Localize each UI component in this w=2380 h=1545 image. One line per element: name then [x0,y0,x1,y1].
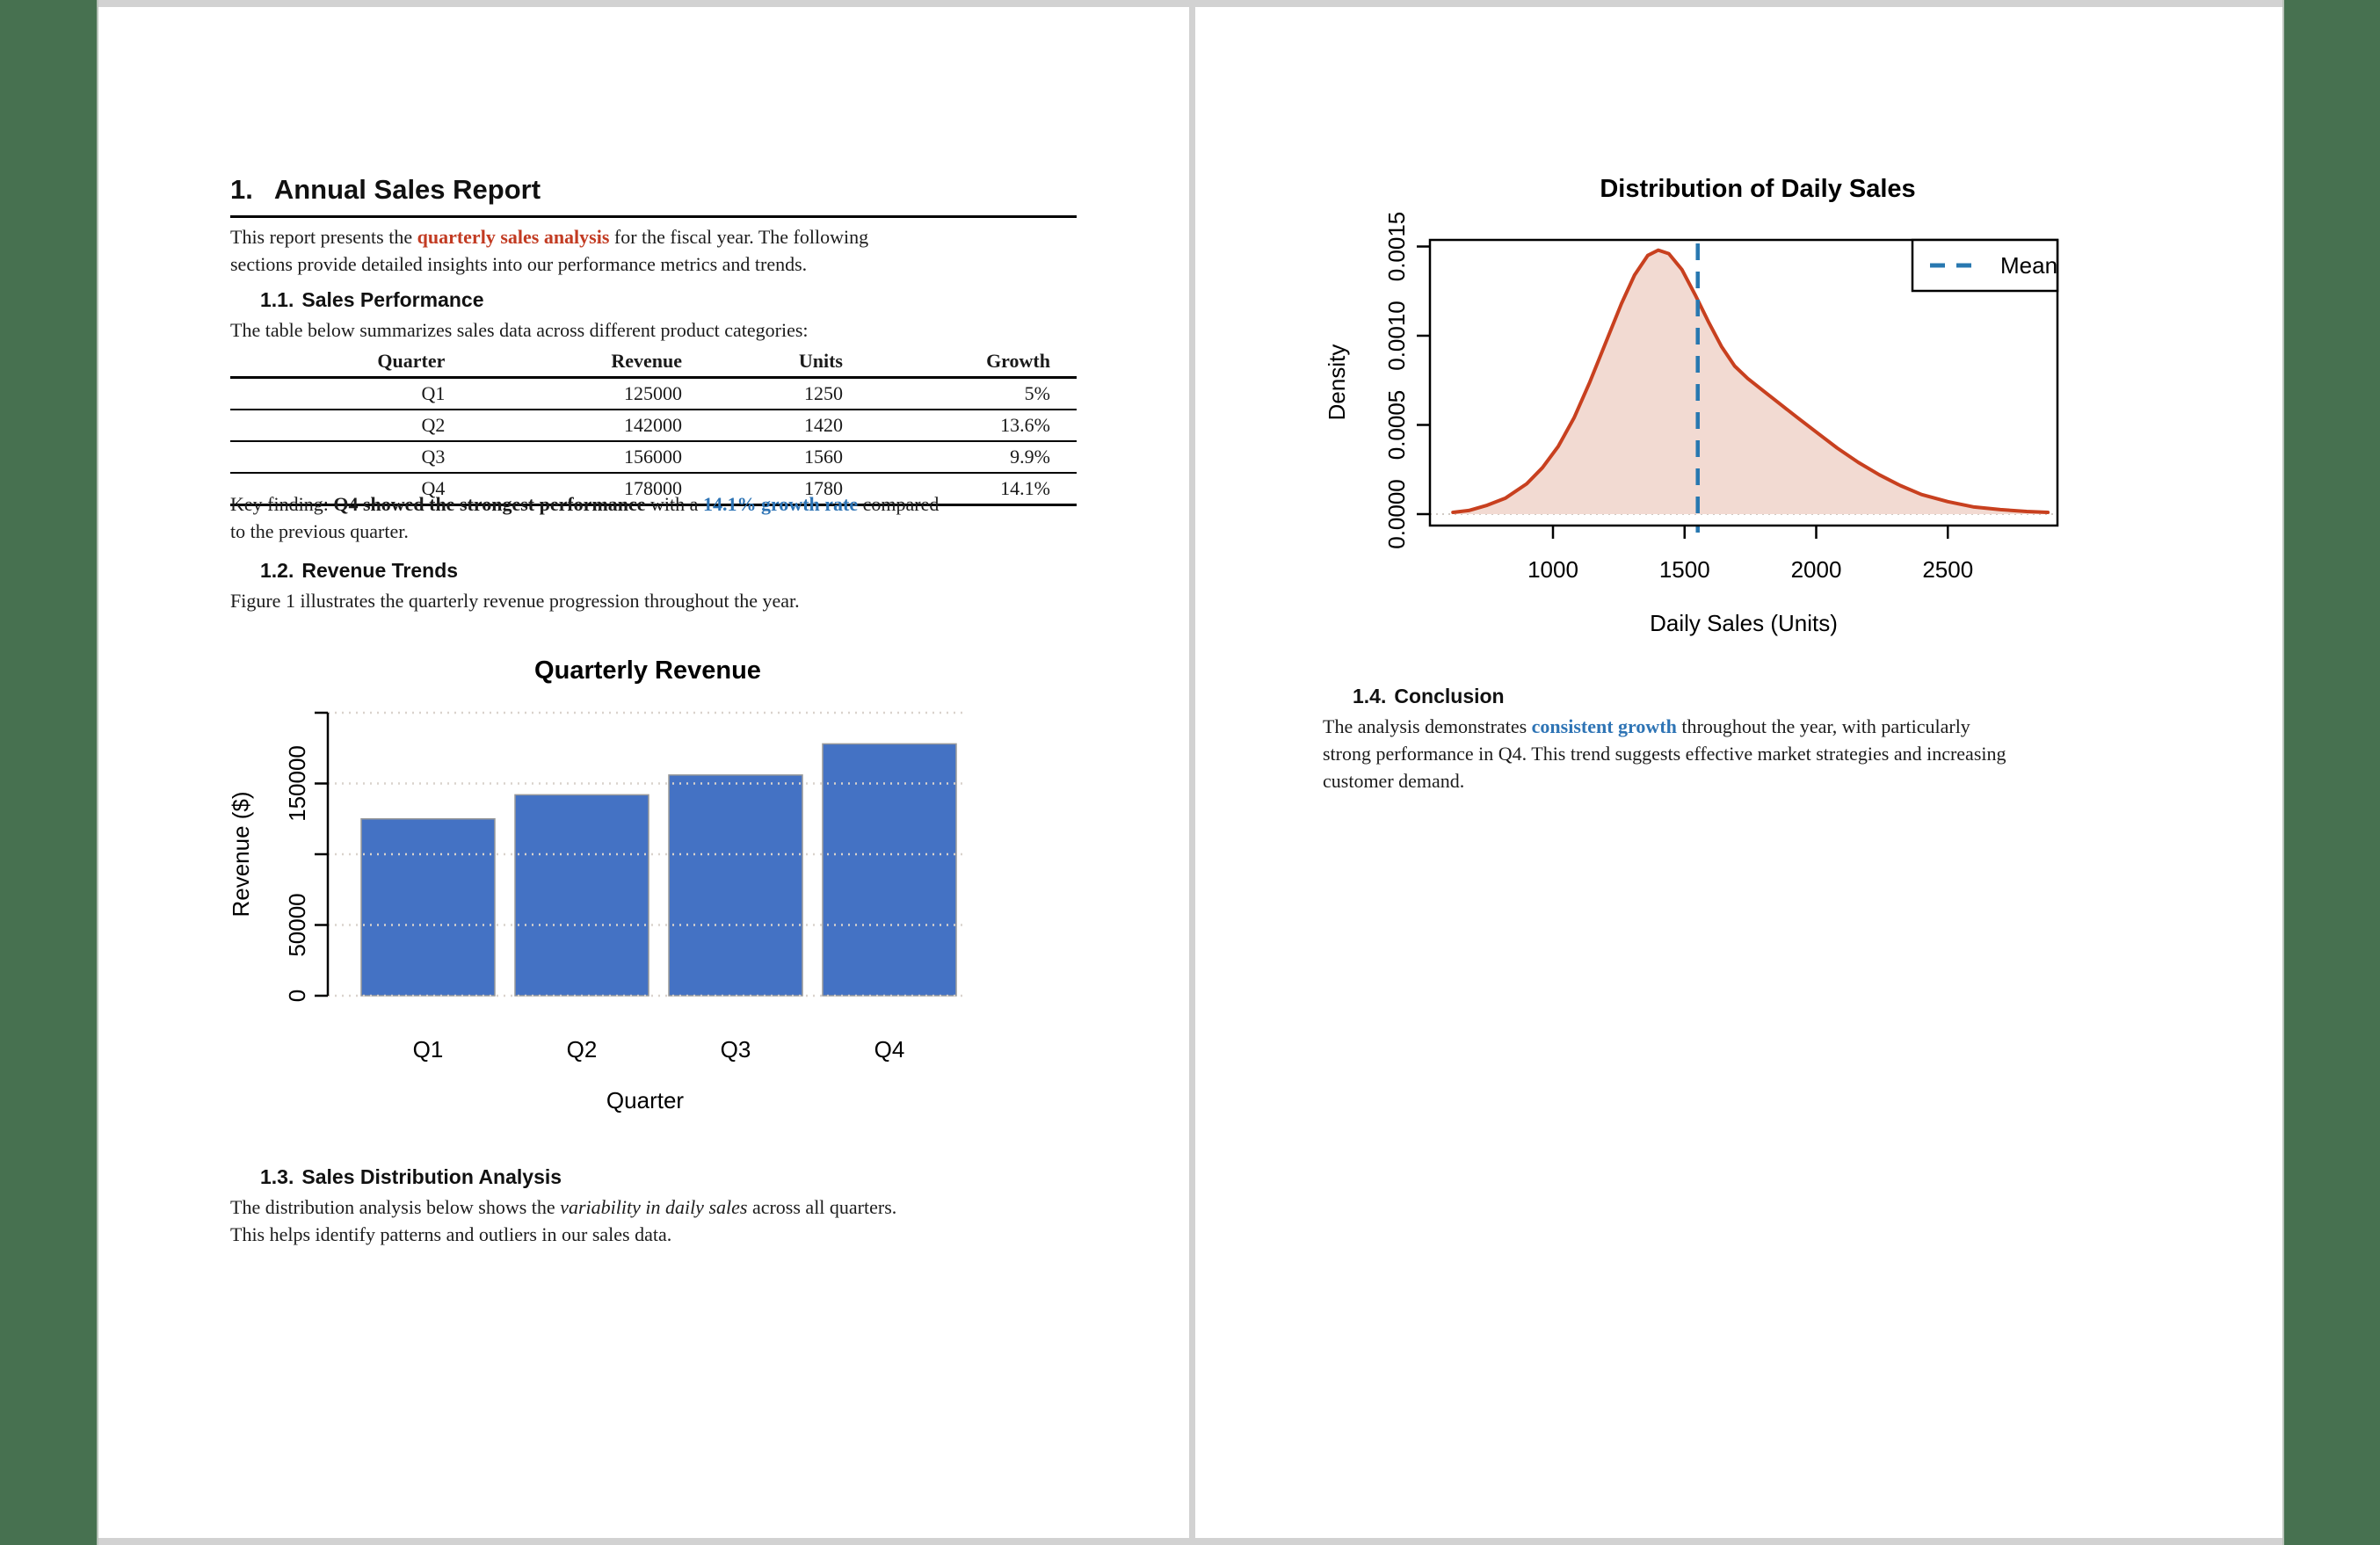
cell-revenue: 125000 [450,378,687,410]
text-segment: to the previous quarter. [230,520,409,542]
cell-quarter: Q4 [230,473,450,505]
y-tick-label: 0.0015 [1382,211,1410,282]
bar-Q4 [823,743,956,996]
text-segment: Q4 showed the strongest performance [333,493,646,515]
cell-revenue: 156000 [450,441,687,473]
quarterly-revenue-bar-chart [221,633,1012,1138]
section-1-3-number: 1.3. [260,1165,294,1188]
section-1-2-title: Revenue Trends [301,559,459,582]
text-segment: sections provide detailed insights into our performance metrics and trends. [230,253,808,275]
bars [361,743,956,996]
x-tick-label: 2500 [1922,556,1974,583]
x-category-label: Q2 [566,1036,598,1063]
text-segment: customer demand. [1323,770,1465,792]
report-title [230,174,541,206]
text-segment: This report presents the [230,226,417,248]
document-page-1 [98,7,1189,1538]
text-segment: The distribution analysis below shows the [230,1196,561,1218]
cell-growth: 9.9% [848,441,1077,473]
section-heading-1-4 [1353,685,1505,708]
cell-quarter: Q3 [230,441,450,473]
text-segment: 14.1% growth rate [702,493,859,515]
x-category-label: Q4 [874,1036,905,1063]
text-segment: consistent growth [1531,715,1677,737]
y-axis-title: Density [1324,344,1350,421]
report-title-text: Annual Sales Report [273,174,541,205]
cell-quarter: Q1 [230,378,450,410]
section-1-4-title: Conclusion [1394,685,1505,707]
cell-units: 1780 [687,473,848,505]
x-axis-title: Quarter [606,1087,685,1113]
x-category-label: Q3 [720,1036,751,1063]
cell-units: 1420 [687,410,848,441]
table-row [230,441,1077,473]
col-header-growth: Growth [848,346,1077,378]
x-tick-label: 1500 [1658,556,1710,583]
y-tick-label: 150000 [283,745,310,822]
section-1-2-number: 1.2. [260,559,294,582]
text-segment: across all quarters. [747,1196,897,1218]
chart-title: Distribution of Daily Sales [1600,175,1916,203]
table-row [230,410,1077,441]
viewer-left-band [0,0,98,1545]
x-axis-title: Daily Sales (Units) [1650,610,1838,636]
conclusion-paragraph [1323,713,2210,794]
y-tick-label: 0.0000 [1382,479,1410,549]
cell-units: 1560 [687,441,848,473]
cell-revenue: 142000 [450,410,687,441]
daily-sales-density-chart [1266,149,2232,677]
viewer-right-band [2282,0,2380,1545]
col-header-quarter: Quarter [230,346,450,378]
text-segment: This helps identify patterns and outliers in our sales data. [230,1223,672,1245]
text-segment: for the fiscal year. The following [609,226,869,248]
text-segment: variability in daily sales [560,1196,748,1218]
section-heading-1-1 [260,288,484,312]
viewer-scroll-area[interactable] [98,0,2282,1545]
col-header-revenue: Revenue [450,346,687,378]
table-row [230,378,1077,410]
cell-revenue: 178000 [450,473,687,505]
chart-title: Quarterly Revenue [534,656,761,685]
text-segment: with a [645,493,703,515]
section-1-4-number: 1.4. [1353,685,1387,707]
section-1-3-title: Sales Distribution Analysis [301,1165,562,1188]
section-1-1-title: Sales Performance [301,288,484,311]
y-axis [284,713,328,1002]
text-segment: The analysis demonstrates [1323,715,1532,737]
cell-growth: 14.1% [848,473,1077,505]
legend-label: Mean [2000,252,2058,279]
sales-table [230,346,1077,506]
intro-paragraph [230,223,1109,278]
cell-units: 1250 [687,378,848,410]
section-heading-1-2 [260,559,458,583]
y-axis-title: Revenue ($) [228,791,254,918]
bar-Q3 [669,775,802,996]
x-tick-label: 2000 [1790,556,1842,583]
text-segment: compared [858,493,940,515]
cell-quarter: Q2 [230,410,450,441]
col-header-units: Units [687,346,848,378]
y-tick-label: 0.0005 [1382,389,1410,461]
y-tick-label: 0.0010 [1382,301,1410,371]
legend [1912,240,2057,291]
bar-Q1 [361,819,495,996]
table-intro-text: The table below summarizes sales data across different product categories: [230,319,809,341]
x-tick-label: 1000 [1527,556,1578,583]
y-tick-label: 50000 [283,893,310,957]
cell-growth: 13.6% [848,410,1077,441]
title-underline [230,215,1077,218]
report-title-number: 1. [230,174,253,205]
y-tick-label: 0 [283,989,310,1003]
text-segment: throughout the year, with particularly [1676,715,1970,737]
bar-Q2 [515,794,649,996]
section-1-1-number: 1.1. [260,288,294,311]
section-heading-1-3 [260,1165,562,1189]
text-segment: Key finding: [230,493,334,515]
sales-table-header-row [230,346,1077,378]
distribution-paragraph [230,1193,1109,1248]
x-category-label: Q1 [412,1036,444,1063]
key-finding-paragraph [230,490,1109,545]
cell-growth: 5% [848,378,1077,410]
document-page-2 [1195,7,2282,1538]
figure-caption-text: Figure 1 illustrates the quarterly revenue progression throughout the year. [230,590,800,612]
text-segment: quarterly sales analysis [417,226,610,248]
text-segment: strong performance in Q4. This trend suggests effective market strategies and increasing [1323,743,2006,765]
